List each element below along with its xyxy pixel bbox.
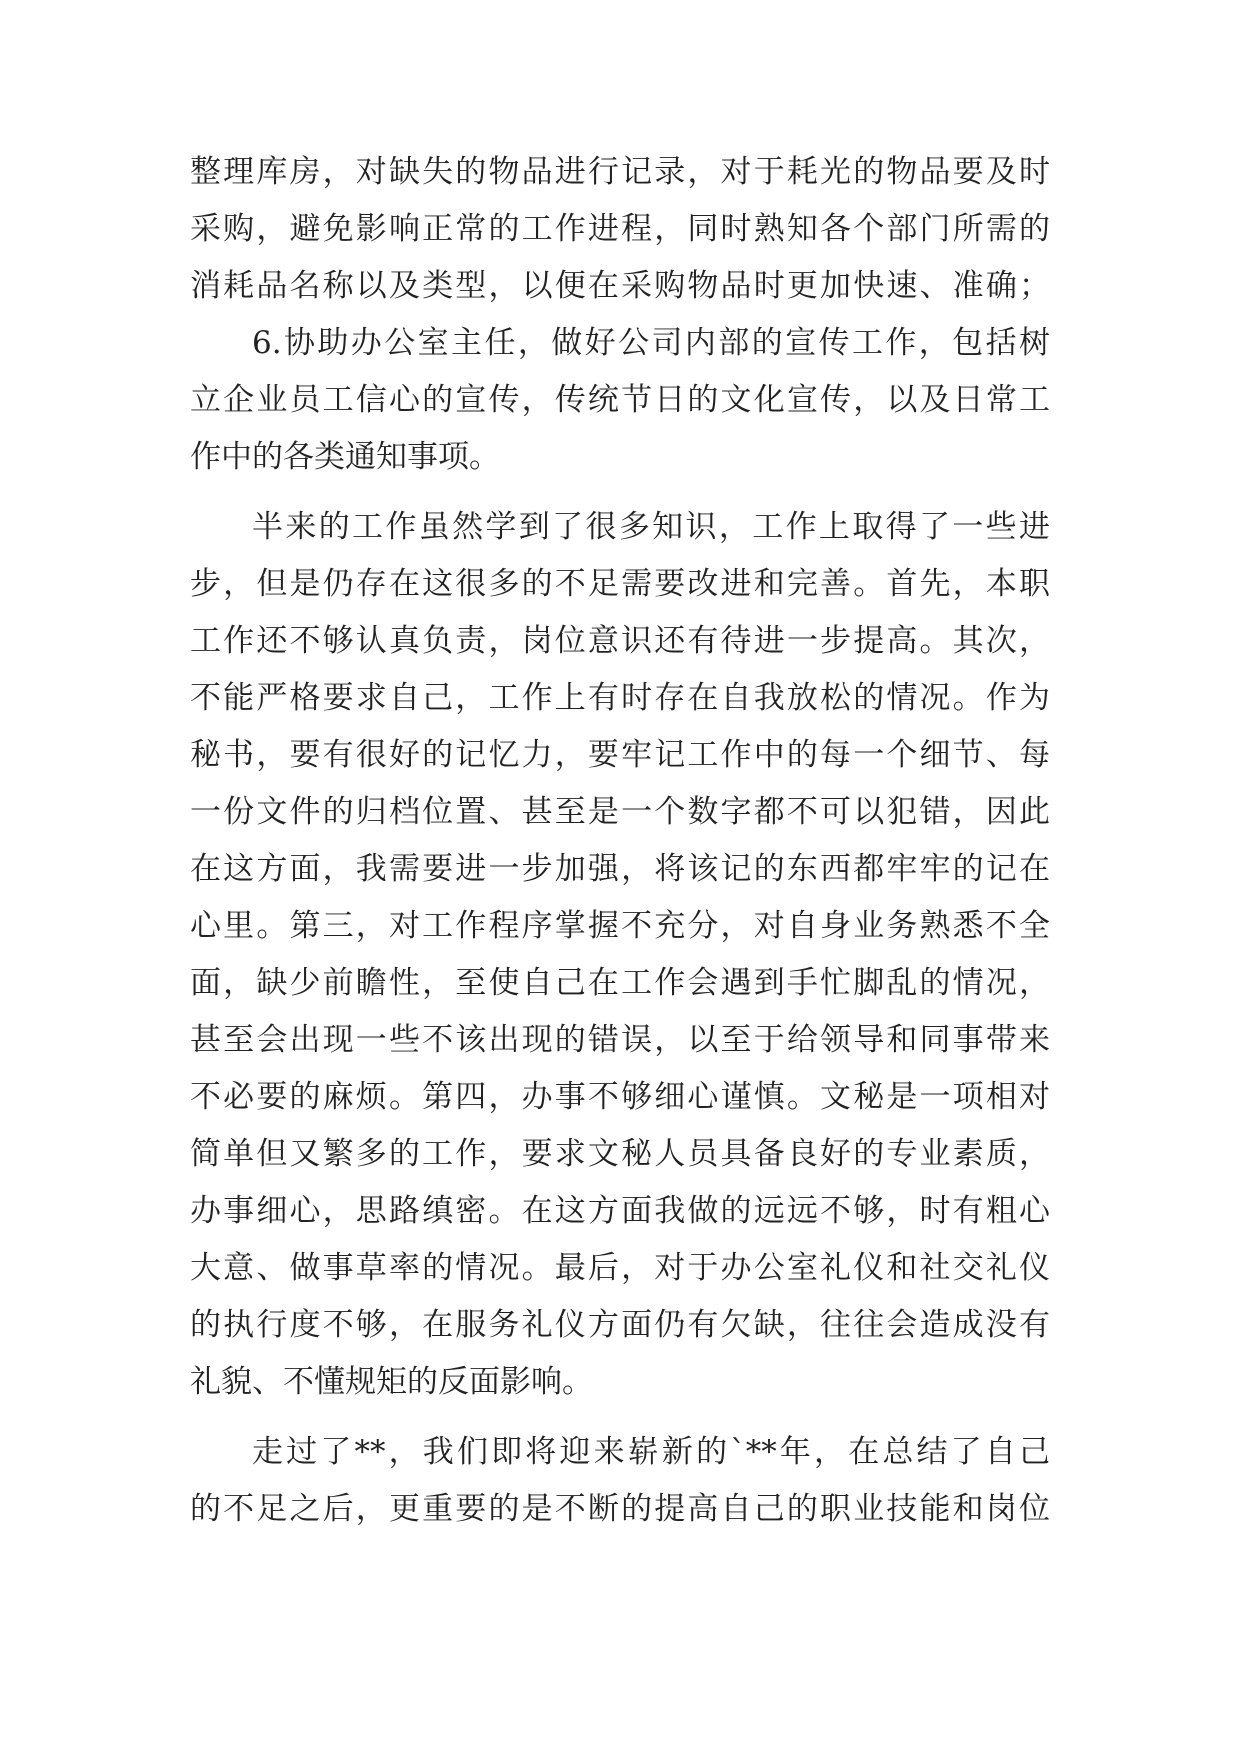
text-line: 的不足之后，更重要的是不断的提高自己的职业技能和岗位 [190, 1491, 1050, 1527]
text-line: 立企业员工信心的宣传，传统节日的文化宣传，以及日常工 [190, 382, 1050, 418]
text-line: 在这方面，我需要进一步加强，将该记的东西都牢牢的记在 [190, 851, 1050, 887]
text-line: 面，缺少前瞻性，至使自己在工作会遇到手忙脚乱的情况， [190, 965, 1050, 1001]
text-line: 办事细心，思路缜密。在这方面我做的远远不够，时有粗心 [190, 1193, 1050, 1229]
text-line: 不必要的麻烦。第四，办事不够细心谨慎。文秘是一项相对 [190, 1079, 1050, 1115]
text-line: 作中的各类通知事项。 [190, 439, 500, 475]
text-line: 步，但是仍存在这很多的不足需要改进和完善。首先，本职 [190, 566, 1050, 602]
text-line: 甚至会出现一些不该出现的错误，以至于给领导和同事带来 [190, 1022, 1050, 1058]
text-line: 消耗品名称以及类型，以便在采购物品时更加快速、准确； [190, 268, 1050, 304]
text-line: 不能严格要求自己，工作上有时存在自我放松的情况。作为 [190, 680, 1050, 716]
text-line: 秘书，要有很好的记忆力，要牢记工作中的每一个细节、每 [190, 737, 1050, 773]
text-line: 工作还不够认真负责，岗位意识还有待进一步提高。其次， [190, 623, 1050, 659]
text-line: 一份文件的归档位置、甚至是一个数字都不可以犯错，因此 [190, 794, 1050, 830]
text-line: 心里。第三，对工作程序掌握不充分，对自身业务熟悉不全 [190, 908, 1050, 944]
text-line: 礼貌、不懂规矩的反面影响。 [190, 1364, 593, 1400]
text-line: 半来的工作虽然学到了很多知识，工作上取得了一些进 [252, 509, 1050, 545]
text-line: 6.协助办公室主任，做好公司内部的宣传工作，包括树 [252, 325, 1050, 361]
text-line: 简单但又繁多的工作，要求文秘人员具备良好的专业素质， [190, 1136, 1050, 1172]
text-line: 大意、做事草率的情况。最后，对于办公室礼仪和社交礼仪 [190, 1250, 1050, 1286]
text-line: 采购，避免影响正常的工作进程，同时熟知各个部门所需的 [190, 211, 1050, 247]
text-line: 的执行度不够，在服务礼仪方面仍有欠缺，往往会造成没有 [190, 1307, 1050, 1343]
text-line: 走过了**，我们即将迎来崭新的`**年，在总结了自己 [252, 1434, 1050, 1470]
text-line: 整理库房，对缺失的物品进行记录，对于耗光的物品要及时 [190, 154, 1050, 190]
